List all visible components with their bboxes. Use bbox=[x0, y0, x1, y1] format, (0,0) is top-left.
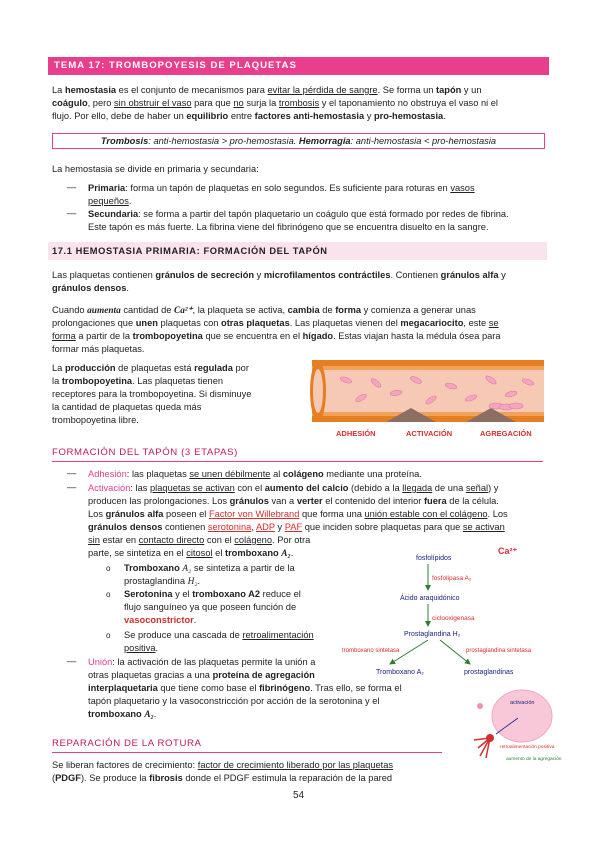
fig-label-adhesion: ADHESIÓN bbox=[336, 429, 376, 438]
bullet2-line-2: flujo sanguíneo ya que poseen función de bbox=[124, 602, 297, 612]
activation-line-2: producen las prolongaciones. Los gránulos van a verter el contenido del interior fuera de la célula. bbox=[88, 496, 499, 506]
activation-fig-label: activación bbox=[510, 700, 535, 706]
activation-line-1: Activación: las plaquetas se activan con el aumento del calcio (debido a la llegada de una señal) y bbox=[88, 483, 499, 493]
prostaglandin-h2-label: Prostaglandina H₂ bbox=[404, 631, 461, 638]
vessel-figure bbox=[306, 358, 546, 440]
secondary-line-1: Secundaria: se forma a partir del tapón plaquetario un coágulo que está formado por redes de fibrina. bbox=[88, 209, 509, 219]
union-line-3: interplaquetaria que tiene como base el fibrinógeno. Tras ello, se forma el bbox=[88, 683, 402, 693]
activation-line-5: sin estar en contacto directo con el colágeno. Por otra bbox=[88, 535, 311, 545]
union-line-1: Unión: la activación de las plaquetas permite la unión a bbox=[88, 657, 316, 667]
subsection-title-repair: REPARACIÓN DE LA ROTURA bbox=[52, 738, 442, 753]
dash-marker: — bbox=[67, 482, 77, 492]
p3-line-1: La producción de plaquetas está regulada por bbox=[52, 363, 249, 373]
union-line-4: tapón plaquetario y la vasoconstricción por acción de la serotonina y el bbox=[88, 696, 380, 706]
bullet1-line-1: Tromboxano A₂ se sintetiza a partir de la bbox=[124, 563, 295, 574]
p3-line-3: receptores para la trombopoyetina. Si disminuye bbox=[52, 389, 252, 399]
calcium-label: Ca²⁺ bbox=[498, 546, 518, 556]
phospholipase-label: fosfolipasa A₂ bbox=[432, 575, 472, 582]
union-line-2: otras plaquetas gracias a una proteína de agregación bbox=[88, 670, 315, 680]
pathway-figure bbox=[340, 540, 548, 690]
dash-marker: — bbox=[67, 468, 77, 478]
phospholipids-label: fosfolípidos bbox=[416, 555, 452, 562]
thromboxane-a2-label: Tromboxano A₂ bbox=[376, 669, 424, 676]
bullet3-line-1: Se produce una cascada de retroalimentación bbox=[124, 630, 314, 640]
intro-line-3: flujo. Por ello, debe de haber un equilibrio entre factores anti-hemostasia y pro-hemostasia. bbox=[52, 111, 446, 121]
primary-line-1: Primaria: forma un tapón de plaquetas en solo segundos. Es suficiente para roturas en vasos bbox=[88, 183, 475, 193]
fig-label-activation: ACTIVACIÓN bbox=[406, 429, 453, 438]
dash-marker: — bbox=[67, 208, 77, 218]
intro-line-2: coágulo, pero sin obstruir el vaso para que no surja la trombosis y el taponamiento no obstruya el vaso ni el bbox=[52, 98, 499, 108]
hemostasis-split-text: La hemostasia se divide en primaria y secundaria: bbox=[52, 164, 259, 174]
activation-line-6: parte, se sintetiza en el citosol el tromboxano A₂. bbox=[88, 548, 294, 559]
dash-marker: — bbox=[67, 182, 77, 192]
bullet-marker: o bbox=[106, 564, 111, 573]
bullet3-line-2: positiva. bbox=[124, 643, 159, 653]
chapter-header: TEMA 17: TROMBOPOYESIS DE PLAQUETAS bbox=[48, 57, 549, 75]
dash-marker: — bbox=[67, 656, 77, 666]
primary-line-2: pequeños. bbox=[88, 196, 132, 206]
secondary-line-2: Este tapón es más fuerte. La fibrina viene del fibrinógeno que se encuentra disuelto en la sangre. bbox=[88, 222, 489, 232]
p1-line-1: Las plaquetas contienen gránulos de secreción y microfilamentos contráctiles. Contienen gránulos alfa y bbox=[52, 270, 506, 280]
cyclooxygenase-label: ciclooxigenasa bbox=[432, 615, 475, 622]
repair-line-1: Se liberan factores de crecimiento: factor de crecimiento liberado por las plaquetas bbox=[52, 760, 394, 770]
thromboxane-synthetase-label: tromboxano sintetasa bbox=[342, 648, 400, 654]
feedback-figure bbox=[460, 688, 562, 770]
repair-line-2: (PDGF). Se produce la fibrosis donde el PDGF estimula la reparación de la pared bbox=[52, 773, 393, 783]
prostaglandins-label: prostaglandinas bbox=[464, 669, 514, 676]
bullet-marker: o bbox=[106, 590, 111, 599]
p2-line-1: Cuando aumenta cantidad de Ca²⁺, la plaqueta se activa, cambia de forma y comienza a generar unas bbox=[52, 305, 476, 316]
section-header: 17.1 HEMOSTASIA PRIMARIA: FORMACIÓN DEL TAPÓN bbox=[48, 242, 547, 260]
activation-line-3: Los gránulos alfa poseen el Factor von Willebrand que forma una unión estable con el colágeno. Los bbox=[88, 509, 508, 519]
adhesion-line: Adhesión: las plaquetas se unen débilmente al colágeno mediante una proteína. bbox=[88, 469, 422, 479]
p3-line-4: la cantidad de plaquetas queda más bbox=[52, 402, 202, 412]
p2-line-4: formar más plaquetas. bbox=[52, 344, 145, 354]
aggregation-fig-label: aumento de la agregación bbox=[506, 757, 562, 762]
feedback-fig-label: retroalimentación positiva bbox=[500, 745, 555, 750]
prostaglandin-synthetase-label: prostaglandina sintetasa bbox=[466, 648, 532, 654]
bullet2-line-1: Serotonina y el tromboxano A2 reduce el bbox=[124, 589, 301, 599]
bullet-marker: o bbox=[106, 631, 111, 640]
activation-line-4: gránulos densos contienen serotonina, ADP y PAF que inciden sobre plaquetas para que se activan bbox=[88, 522, 505, 532]
bullet2-line-3: vasoconstrictor. bbox=[124, 615, 197, 625]
bullet1-line-2: prostaglandina H₂. bbox=[124, 576, 201, 587]
subsection-title-tapon: FORMACIÓN DEL TAPÓN (3 ETAPAS) bbox=[52, 447, 543, 462]
p3-line-2: la trombopoyetina. Las plaquetas tienen bbox=[52, 376, 224, 386]
fig-label-aggregation: AGREGACIÓN bbox=[480, 429, 532, 438]
p2-line-2: prolongaciones que unen plaquetas con otras plaquetas. Las plaquetas vienen del megacariocito, este se bbox=[52, 318, 499, 328]
definition-box: Trombosis: anti-hemostasia > pro-hemostasia. Hemorragia: anti-hemostasia < pro-hemostasia bbox=[52, 133, 545, 149]
intro-line-1: La hemostasia es el conjunto de mecanismos para evitar la pérdida de sangre. Se forma un tapón y un bbox=[52, 85, 482, 95]
page-number: 54 bbox=[293, 790, 305, 801]
union-line-5: tromboxano A₂. bbox=[88, 709, 157, 720]
arachidonic-acid-label: Ácido araquidónico bbox=[400, 595, 460, 602]
p3-line-5: trombopoyetina libre. bbox=[52, 415, 139, 425]
p1-line-2: gránulos densos. bbox=[52, 283, 129, 293]
p2-line-3: forma a partir de la trombopoyetina que se encuentra en el hígado. Estas viajan hasta la médula ósea para bbox=[52, 331, 501, 341]
